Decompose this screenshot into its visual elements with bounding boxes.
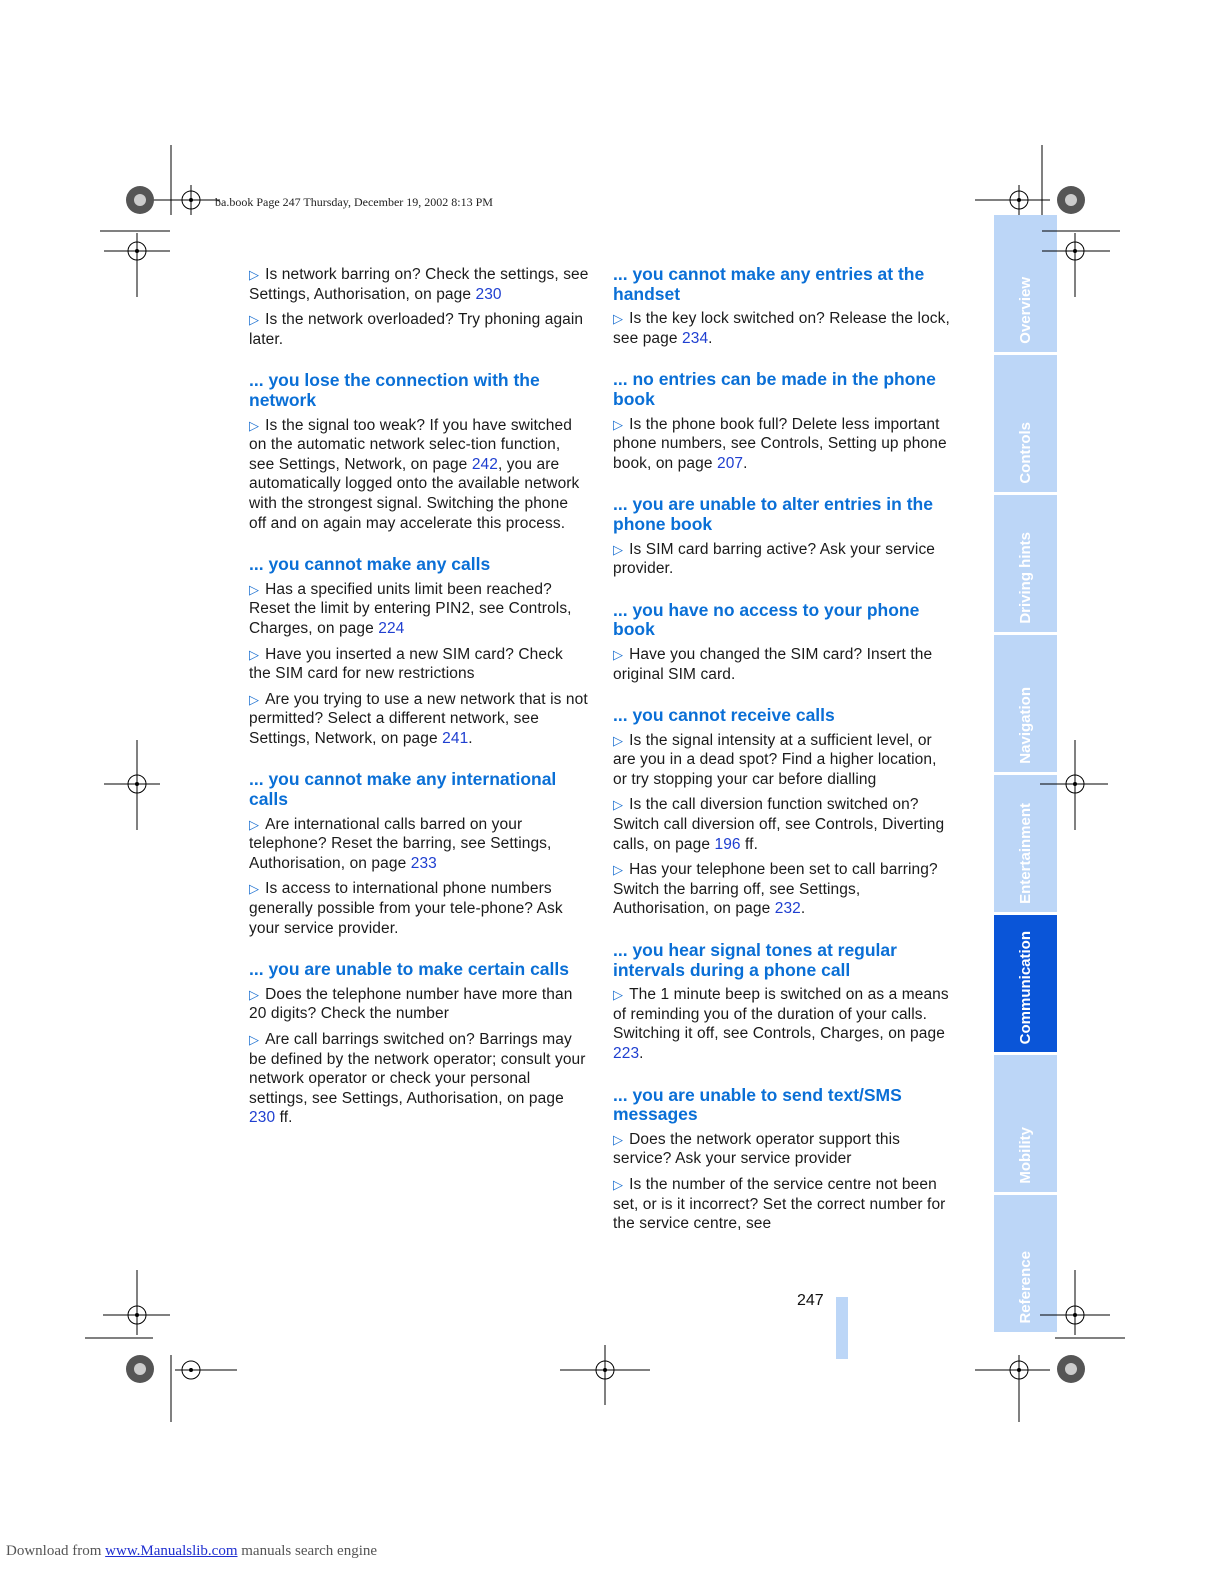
item-text: Is the key lock switched on? Release the lock, see page	[613, 310, 950, 347]
section-heading: ... you have no access to your phone book	[613, 599, 920, 640]
triangle-bullet-icon: ▷	[249, 267, 260, 282]
triangle-bullet-icon: ▷	[249, 816, 260, 832]
page-reference-link[interactable]: 234	[682, 329, 709, 347]
intro-items	[249, 265, 589, 349]
item-text: Is SIM card barring active? Ask your service provider.	[613, 540, 936, 578]
registration-mark-right-middle	[1040, 740, 1110, 830]
registration-mark-bottom-center	[560, 1345, 650, 1405]
triangle-bullet-icon: ▷	[613, 862, 624, 878]
list-item	[249, 310, 589, 349]
tab-label: Driving hints	[1017, 532, 1034, 624]
tab-controls[interactable]	[994, 355, 1057, 492]
tab-communication[interactable]	[994, 915, 1057, 1052]
tab-mobility[interactable]	[994, 1055, 1057, 1192]
triangle-bullet-icon: ▷	[613, 646, 624, 662]
tab-label: Controls	[1017, 422, 1034, 484]
list-item	[613, 795, 953, 854]
item-text: Have you changed the SIM card? Insert the original SIM card.	[613, 645, 933, 683]
list-item	[613, 415, 953, 474]
item-suffix: .	[800, 900, 806, 918]
list-item	[249, 815, 589, 874]
list-item	[613, 731, 953, 790]
section-heading: ... you are unable to make certain calls	[249, 959, 569, 980]
list-item	[613, 309, 953, 348]
item-suffix: .	[639, 1045, 644, 1062]
triangle-bullet-icon: ▷	[613, 1131, 624, 1147]
footer-suffix: manuals search engine	[237, 1543, 378, 1559]
page-reference-link[interactable]: 196	[714, 835, 741, 853]
page-number-bar	[836, 1297, 848, 1359]
triangle-bullet-icon: ▷	[249, 312, 260, 328]
tab-label: Mobility	[1017, 1127, 1034, 1184]
item-text: Are you trying to use a new network that is not permitted? Select a different network, see Settings, Network, on page	[249, 690, 588, 747]
section-heading: ... you cannot make any entries at the handset	[613, 264, 925, 304]
triangle-bullet-icon: ▷	[249, 581, 260, 597]
section-heading: ... no entries can be made in the phone book	[613, 369, 936, 409]
item-text: Does the telephone number have more than 20 digits? Check the number	[249, 985, 573, 1023]
tab-label: Overview	[1017, 277, 1034, 344]
registration-marks-bottom-left	[85, 1270, 245, 1425]
list-item	[613, 860, 953, 919]
section-heading: ... you cannot make any calls	[249, 554, 491, 575]
right-column	[613, 265, 953, 1240]
item-text: Is the phone book full? Delete less important phone numbers, see Controls, Setting up phone book, on page	[613, 415, 947, 472]
list-item	[613, 985, 953, 1063]
section-heading: ... you are unable to send text/SMS messages	[613, 1084, 902, 1125]
registration-marks-top-left	[100, 145, 240, 305]
page-reference-link[interactable]: 242	[471, 455, 498, 473]
list-item	[249, 265, 589, 304]
page-reference-link[interactable]: 230	[475, 285, 502, 303]
item-suffix: .	[468, 729, 473, 747]
section-heading: ... you lose the connection with the network	[249, 370, 540, 410]
right-sections	[613, 265, 953, 1234]
registration-mark-left-middle	[100, 740, 160, 830]
item-text: Does the network operator support this service? Ask your service provider	[613, 1130, 900, 1168]
item-suffix: ff.	[740, 835, 758, 853]
item-suffix: , you are automatically logged onto the available network with the strongest signal. Switching the phone off and on again may accelerate this process.	[249, 455, 580, 532]
list-item	[613, 540, 953, 579]
triangle-bullet-icon: ▷	[613, 311, 624, 327]
section-heading: ... you hear signal tones at regular intervals during a phone call	[613, 940, 897, 980]
page-reference-link[interactable]: 207	[716, 454, 744, 472]
page-reference-link[interactable]: 241	[442, 729, 469, 747]
triangle-bullet-icon: ▷	[249, 1032, 260, 1047]
list-item	[249, 645, 589, 684]
list-item	[249, 690, 589, 749]
page-reference-link[interactable]: 223	[613, 1045, 640, 1062]
triangle-bullet-icon: ▷	[613, 1176, 624, 1192]
triangle-bullet-icon: ▷	[249, 646, 260, 662]
item-text: Is the number of the service centre not been set, or is it incorrect? Set the correct number for the service centre, see	[613, 1175, 946, 1233]
left-sections	[249, 371, 589, 1128]
footer-prefix: Download from	[6, 1543, 106, 1559]
triangle-bullet-icon: ▷	[249, 881, 260, 897]
item-text: The 1 minute beep is switched on as a means of reminding you of the duration of your calls. Switching it off, see Controls, Charges, on page	[613, 986, 949, 1043]
section-heading: ... you are unable to alter entries in the phone book	[613, 494, 933, 534]
list-item	[613, 645, 953, 684]
item-text: Are international calls barred on your telephone? Reset the barring, see Settings, Authorisation, on page	[249, 815, 552, 872]
tab-label: Communication	[1017, 930, 1034, 1044]
list-item	[249, 1030, 589, 1128]
item-text: Is network barring on? Check the settings, see Settings, Authorisation, on page	[249, 266, 589, 303]
triangle-bullet-icon: ▷	[249, 986, 260, 1002]
list-item	[613, 1175, 953, 1234]
tab-driving-hints[interactable]	[994, 495, 1057, 632]
triangle-bullet-icon: ▷	[249, 417, 260, 433]
item-text: Has your telephone been set to call barring? Switch the barring off, see Settings, Authorisation, on page	[613, 861, 938, 918]
section-heading: ... you cannot receive calls	[613, 705, 835, 726]
registration-marks-bottom-right	[970, 1270, 1125, 1425]
page-reference-link[interactable]: 232	[774, 900, 801, 918]
tab-label: Entertainment	[1017, 803, 1034, 904]
item-suffix: ff.	[275, 1109, 293, 1127]
triangle-bullet-icon: ▷	[249, 691, 260, 707]
item-suffix: .	[708, 329, 713, 347]
item-text: Is the signal intensity at a sufficient level, or are you in a dead spot? Find a higher location, or try stopping your car before dialling	[613, 731, 937, 788]
item-text: Is access to international phone numbers generally possible from your tele-phone? Ask your service provider.	[249, 880, 563, 937]
registration-marks-top-right	[970, 145, 1120, 305]
triangle-bullet-icon: ▷	[613, 797, 624, 813]
left-column	[249, 265, 589, 1134]
item-suffix: .	[743, 454, 748, 472]
item-text: Have you inserted a new SIM card? Check the SIM card for new restrictions	[249, 645, 563, 683]
page-reference-link[interactable]: 224	[378, 619, 405, 637]
tab-label: Navigation	[1017, 687, 1034, 764]
list-item	[249, 985, 589, 1024]
triangle-bullet-icon: ▷	[613, 541, 624, 557]
list-item	[249, 416, 589, 534]
page-reference-link[interactable]: 230	[249, 1109, 276, 1127]
item-text: Has a specified units limit been reached? Reset the limit by entering PIN2, see Controls, Charges, on page	[249, 580, 572, 637]
item-text: Are call barrings switched on? Barrings may be defined by the network operator; consult your network operator or check your personal settings, see Settings, Authorisation, on page	[249, 1031, 586, 1107]
item-text: Is the network overloaded? Try phoning again later.	[249, 311, 584, 348]
list-item	[613, 1130, 953, 1169]
page-number: 247	[797, 1292, 824, 1309]
page-reference-link[interactable]: 233	[410, 854, 437, 872]
list-item	[249, 879, 589, 938]
tab-label: Reference	[1017, 1251, 1034, 1324]
triangle-bullet-icon: ▷	[613, 987, 624, 1003]
page-header: ba.book Page 247 Thursday, December 19, 2002 8:13 PM	[215, 195, 493, 209]
item-text: Is the call diversion function switched on? Switch call diversion off, see Controls, Diverting calls, on page	[613, 796, 945, 853]
footer-link[interactable]: www.Manualslib.com	[105, 1543, 238, 1559]
list-item	[249, 580, 589, 639]
section-heading: ... you cannot make any international calls	[249, 769, 557, 810]
footer	[6, 1543, 377, 1560]
triangle-bullet-icon: ▷	[613, 416, 624, 432]
triangle-bullet-icon: ▷	[613, 732, 624, 748]
item-text: Is the signal too weak? If you have switched on the automatic network selec-tion function, see Settings, Network, on page	[249, 416, 572, 473]
